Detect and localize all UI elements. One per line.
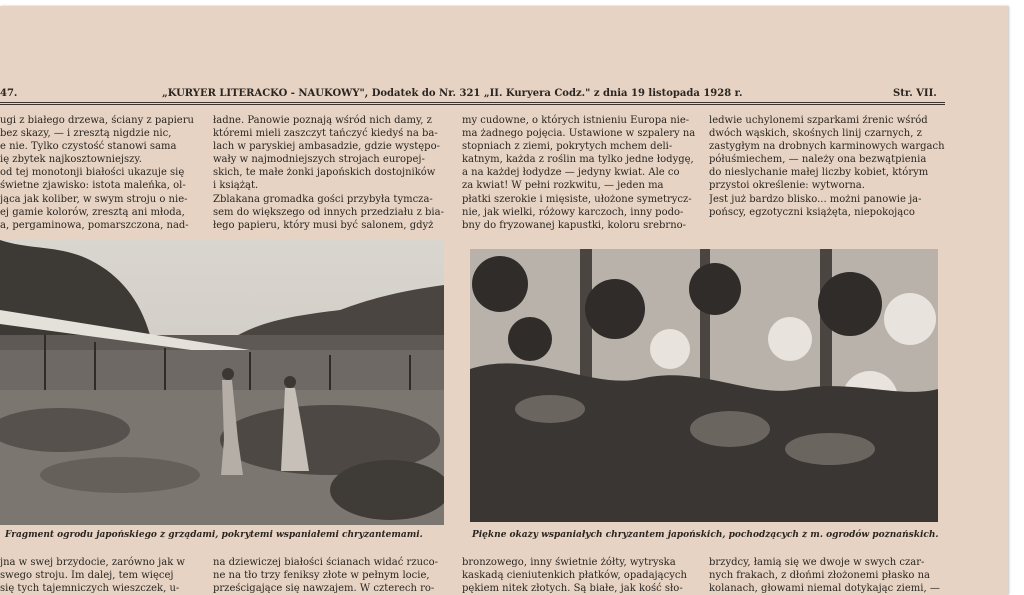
chrysanthemum-illustration <box>470 249 938 522</box>
text-line: swego stroju. Im dalej, tem więcej <box>0 570 174 582</box>
text-line: ne na tło trzy feniksy złote w pełnym locie, <box>213 570 430 582</box>
bottom-text-column-4 <box>709 556 953 595</box>
text-line: wały w najmodniejszych strojach europej- <box>213 154 425 166</box>
text-line: Jest już bardzo blisko... możni panowie ja- <box>709 193 922 205</box>
text-line: ma żadnego pojęcia. Ustawione w szpalery na <box>462 128 696 140</box>
text-line: na dziewiczej białości ścianach widać rzuco- <box>213 557 439 568</box>
text-line: brzydcy, łamią się we dwoje w swych czar- <box>709 557 925 568</box>
garden-illustration <box>0 240 444 525</box>
bottom-text-column-1 <box>0 556 206 595</box>
text-column-2 <box>213 114 456 232</box>
text-line: jna w swej brzydocie, zarówno jak w <box>0 557 185 568</box>
right-photo-caption: Piękne okazy wspaniałych chryzantem japońskich, pochodzących z m. ogrodów poznańskich. <box>472 530 939 540</box>
text-line: nych frakach, z dłońmi złożonemi płasko na <box>709 570 931 582</box>
text-line: pońscy, egzotyczni książęta, niepokojąco <box>709 206 915 218</box>
text-column-4 <box>709 114 953 219</box>
text-line: ej gamie kolorów, zresztą ani młoda, <box>0 206 185 218</box>
text-line: ledwie uchylonemi szparkami źrenic wśród <box>709 115 928 126</box>
header-title: „KURYER LITERACKO - NAUKOWY", Dodatek do Nr. 321 „II. Kuryera Codz." z dnia 19 listopada 1928 r. <box>162 88 743 99</box>
newspaper-page <box>0 6 1008 595</box>
text-line: ładne. Panowie poznają wśród nich damy, z <box>213 115 432 126</box>
text-line: bronzowego, inny świetnie żółty, wytryska <box>462 557 676 568</box>
chrysanthemum-photo <box>470 249 938 522</box>
text-line: stopniach z ziemi, pokrytych mchem deli- <box>462 141 673 153</box>
page-number-left: 47. <box>0 88 18 99</box>
text-line: dwóch wąskich, skośnych linij czarnych, z <box>709 128 922 140</box>
text-line: nie, jak wielki, różowy karczoch, inny podo- <box>462 206 684 218</box>
text-line: prześcigające się nawzajem. W czterech ro- <box>213 583 435 595</box>
text-line: sem do większego od innych przedziału z bia- <box>213 206 444 218</box>
text-line: a, pergaminowa, pomarszczona, nad- <box>0 219 189 231</box>
text-line: łego papieru, który musi być salonem, gdyż <box>213 219 434 231</box>
text-line: a na każdej łodydze — jedyny kwiat. Ale co <box>462 167 680 179</box>
text-line: e nie. Tylko czystość stanowi sama <box>0 141 177 153</box>
text-line: któremi mieli zaszczyt tańczyć kiedyś na ba- <box>213 128 438 140</box>
text-line: i książąt. <box>213 180 259 192</box>
text-line: płatki szerokie i mięsiste, ułożone symetrycz- <box>462 193 692 205</box>
text-line: bez skazy, — i zresztą nigdzie nic, <box>0 128 172 140</box>
text-line: lach w paryskiej ambasadzie, gdzie występo- <box>213 141 440 153</box>
text-line: my cudowne, o których istnieniu Europa nie- <box>462 115 690 126</box>
left-photo-caption: Fragment ogrodu japońskiego z grządami, pokrytemi wspaniałemi chryzantemami. <box>5 530 423 540</box>
text-line: zastygłym na drobnych karminowych wargach <box>709 141 945 153</box>
text-line: kaskadą cieniutenkich płatków, opadających <box>462 570 687 582</box>
text-line: kolanach, głowami niemal dotykając ziemi, — <box>709 583 940 595</box>
text-line: przystoi określenie: wytworna. <box>709 180 865 192</box>
text-line: ię zbytek najkosztowniejszy. <box>0 154 142 166</box>
page-number-right: Str. VII. <box>893 88 937 99</box>
text-line: ugi z białego drzewa, ściany z papieru <box>0 115 194 126</box>
text-line: do nieslychanie małej liczby kobiet, którym <box>709 167 929 179</box>
text-line: pękiem nitek złotych. Są białe, jak kość sło- <box>462 583 683 595</box>
bottom-text-column-3 <box>462 556 705 595</box>
text-column-1 <box>0 114 206 232</box>
text-line: bny do fryzowanej kapustki, koloru srebrno- <box>462 219 687 231</box>
garden-photo <box>0 240 444 525</box>
text-line: jąca jak koliber, w swym stroju o nie- <box>0 193 188 205</box>
text-line: od tej monotonji białości ukazuje się <box>0 167 185 179</box>
text-line: półuśmiechem, — należy ona bezwątpienia <box>709 154 927 166</box>
text-line: za kwiat! W pełni rozkwitu, — jeden ma <box>462 180 664 192</box>
text-line: Zblakana gromadka gości przybyła tymcza- <box>213 193 433 205</box>
header-rule <box>0 102 945 103</box>
bottom-text-column-2 <box>213 556 456 595</box>
text-line: skich, te małe żonki japońskich dostojników <box>213 167 436 179</box>
text-line: katnym, każda z roślin ma tylko jedne łodygę, <box>462 154 694 166</box>
header-rule-thin <box>0 104 945 105</box>
text-line: się tych tajemniczych wieszczek, u- <box>0 583 180 595</box>
text-line: świetne zjawisko: istota maleńka, ol- <box>0 180 186 192</box>
text-column-3 <box>462 114 705 232</box>
